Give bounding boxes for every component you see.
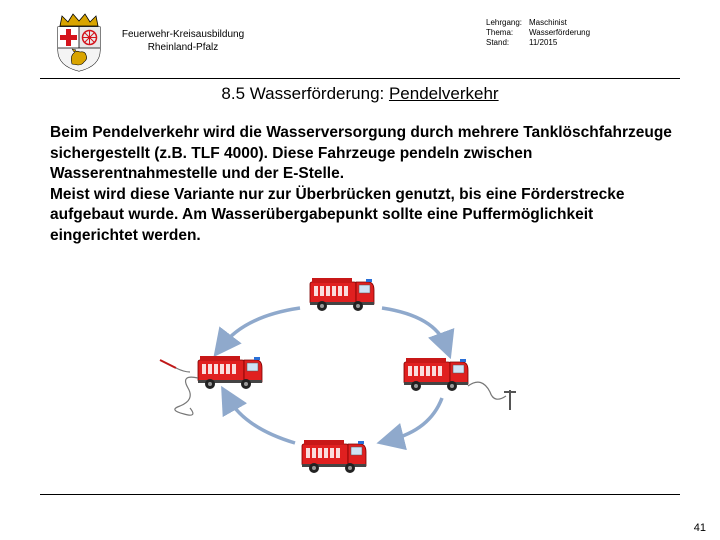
meta-value: Wasserförderung	[529, 28, 591, 37]
meta-row-course	[486, 18, 590, 28]
fire-truck-icon	[310, 278, 374, 311]
slide-title-topic: Pendelverkehr	[388, 84, 499, 103]
header-divider	[40, 78, 680, 79]
meta-row-topic	[486, 28, 590, 38]
fire-truck-icon	[198, 356, 262, 389]
meta-row-date	[486, 38, 590, 48]
slide-title	[0, 84, 720, 104]
page-number: 41	[693, 522, 706, 534]
slide-title-prefix: 8.5 Wasserförderung:	[221, 84, 389, 103]
hydrant-icon	[468, 382, 516, 410]
hose-icon	[160, 360, 198, 415]
body-paragraph-1: Beim Pendelverkehr wird die Wasserversorgung durch mehrere Tanklöschfahrzeuge sichergestellt (z.B. TLF 4000). Diese Fahrzeuge pendeln zwischen Wasserentnahmestelle und der E-Stelle.	[50, 124, 672, 182]
fire-truck-icon	[404, 358, 468, 391]
meta-key: Stand:	[486, 38, 510, 47]
coat-of-arms-logo	[52, 12, 106, 72]
meta-key: Thema:	[486, 28, 514, 37]
organization-name	[108, 28, 258, 54]
arrow-icon	[390, 398, 442, 440]
organization-line-2: Rheinland-Pfalz	[147, 42, 219, 53]
arrow-icon	[222, 308, 300, 346]
footer-divider	[40, 494, 680, 495]
arrow-icon	[228, 398, 295, 443]
arrow-icon	[382, 308, 446, 346]
shuttle-diagram	[150, 268, 530, 478]
meta-value: Maschinist	[529, 18, 567, 27]
body-paragraph-2: Meist wird diese Variante nur zur Überbrücken genutzt, bis eine Förderstrecke aufgebaut wurde. Am Wasserübergabepunkt sollte eine Puffermöglichkeit eingerichtet werden.	[50, 185, 625, 244]
organization-line-1: Feuerwehr-Kreisausbildung	[121, 29, 245, 40]
slide-body	[50, 123, 680, 246]
course-meta	[486, 18, 590, 48]
fire-truck-icon	[302, 440, 366, 473]
meta-value: 11/2015	[529, 38, 558, 47]
meta-key: Lehrgang:	[486, 18, 523, 27]
